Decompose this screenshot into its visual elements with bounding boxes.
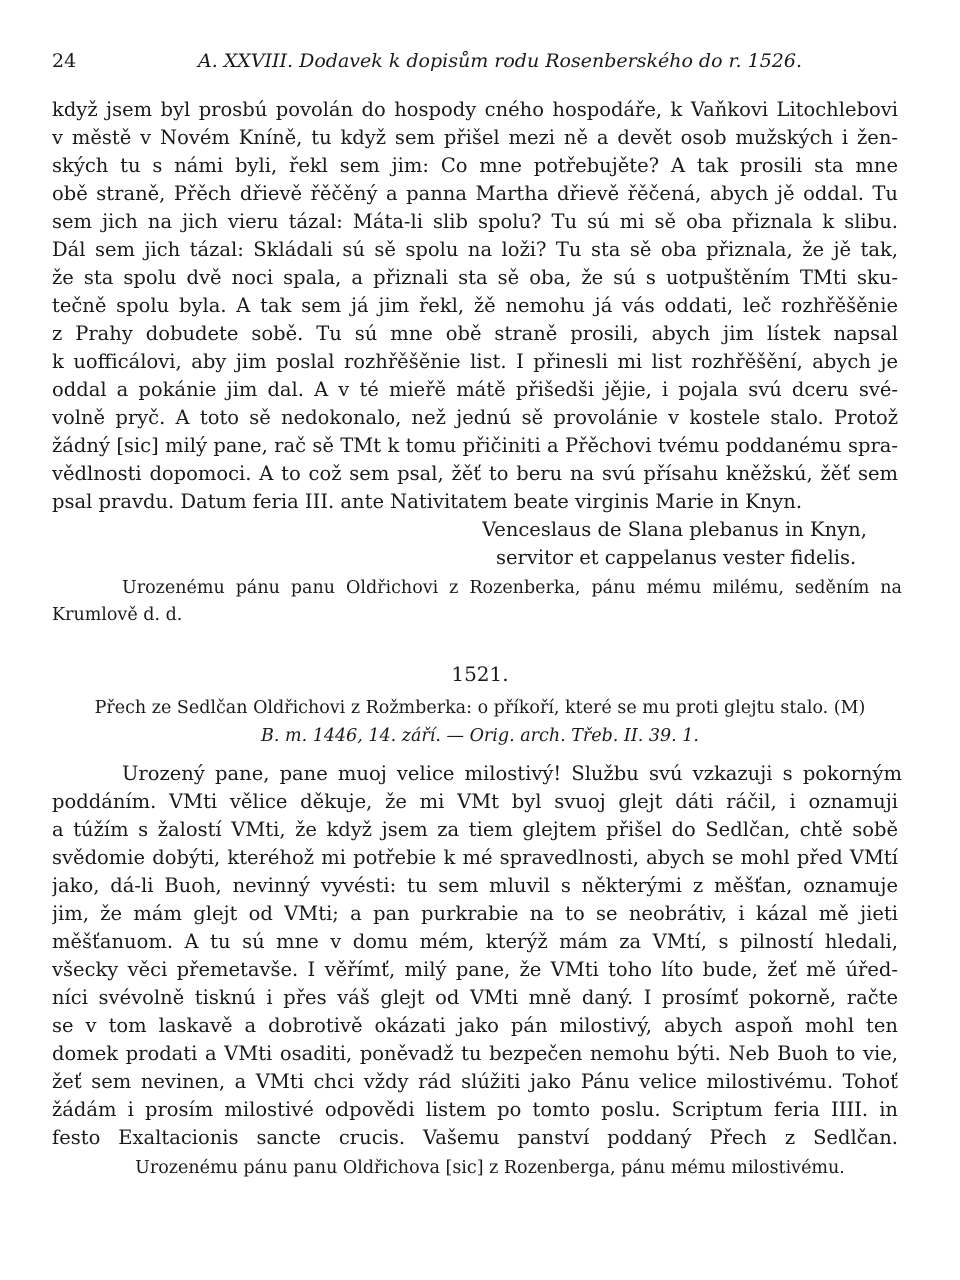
text-line: Dál sem jich tázal: Skládali sú sě spolu na loži? Tu sta sě oba přiznala, že jě tak, [52,238,898,261]
letter-heading: Přech ze Sedlčan Oldřichovi z Rožmberka: o příkoří, které se mu proti glejtu stalo. (M) [94,698,866,718]
text-line: a túžím s žalostí VMti, že když jsem za tiem glejtem přišel do Sedlčan, chtě sobě [52,818,898,841]
text-line: sem jich na jich vieru tázal: Máta-li slib spolu? Tu sú mi sě oba přiznala k slibu. [52,210,898,233]
text-line: oddal a pokánie jim dal. A v té mieřě mátě přišedši jějie, i pojala svú dceru své- [52,378,898,401]
address-line: Krumlově d. d. [52,605,183,625]
page-header [52,50,908,80]
text-line: volně pryč. A toto sě nedokonalo, než jednú sě provolánie v kostele stalo. Protož [52,406,898,429]
text-line: v městě v Novém Kníně, tu když sem přišel mezi ně a devět osob mužských i žen- [52,126,898,149]
text-line: Urozený pane, pane muoj velice milostivý! Službu svú vzkazuji s pokorným [122,762,902,785]
text-line: žádný [sic] milý pane, rač sě TMt k tomu přičiniti a Přěchovi tvému poddanému spra- [52,434,898,457]
text-line: k uofficálovi, aby jim poslal rozhřěšěnie list. I přinesli mi list rozhřěšění, abych je [52,350,898,373]
page-number: 24 [52,50,77,72]
signature-line: Venceslaus de Slana plebanus in Knyn, [482,518,867,541]
text-line: obě straně, Přěch dřievě řěčěný a panna Martha dřievě řěčená, abych jě oddal. Tu [52,182,898,205]
text-line: měšťanuom. A tu sú mne v domu mém, kterýž mám za VMtí, s pilností hledali, [52,930,898,953]
address-line: Urozenému pánu panu Oldřichovi z Rozenberka, pánu mému milému, seděním na [122,578,902,598]
letter-year: 1521. [451,662,509,686]
text-line: žádám i prosím milostivé odpovědi listem po tomto poslu. Scriptum feria IIII. in [52,1098,898,1121]
text-line: poddáním. VMti vělice děkuje, že mi VMt byl svuoj glejt dáti ráčil, i oznamuji [52,790,898,813]
text-line: jako, dá-li Buoh, nevinný vyvésti: tu sem mluvil s některými z měšťan, oznamuje [52,874,898,897]
text-line: vědlnosti dopomoci. A to což sem psal, žěť to beru na svú přísahu kněžskú, žěť sem [52,462,898,485]
running-title: A. XXVIII. Dodavek k dopisům rodu Rosenberského do r. 1526. [197,50,803,72]
text-line: svědomie dobýti, kteréhož mi potřebie k mé spravedlnosti, abych se mohl před VMtí [52,846,898,869]
text-line: psal pravdu. Datum feria III. ante Nativitatem beate virginis Marie in Knyn. [52,490,803,513]
letter2-address: Urozenému pánu panu Oldřichova [sic] z Rozenberga, pánu mému milostivému. [135,1158,845,1178]
text-line: že sta spolu dvě noci spala, a přiznali sta sě oba, že sú s uotpuštěním TMti sku- [52,266,898,289]
text-line: ských tu s námi byli, řekl sem jim: Co mne potřebujěte? A tak prosili sta mne [52,154,898,177]
text-line: se v tom laskavě a dobrotivě okázati jako pán milostivý, abych aspoň mohl ten [52,1014,898,1037]
text-line: domek prodati a VMti osaditi, poněvadž tu bezpečen nemohu býti. Neb Buoh to vie, [52,1042,898,1065]
text-line: festo Exaltacionis sancte crucis. Vašemu panství poddaný Přech z Sedlčan. [52,1126,898,1149]
signature-line: servitor et cappelanus vester fidelis. [496,546,857,569]
text-line: když jsem byl prosbú povolán do hospody cného hospodáře, k Vaňkovi Litochlebovi [52,98,898,121]
text-line: všecky věci přemetavše. I věřímť, milý pane, že VMti toho líto bude, žeť mě úřed- [52,958,898,981]
text-line: níci svévolně tisknú i přes váš glejt od VMti mně daný. I prosímť pokorně, račte [52,986,898,1009]
text-line: z Prahy dobudete sobě. Tu sú mne obě straně prosili, abych jim lístek napsal [52,322,898,345]
text-line: jim, že mám glejt od VMti; a pan purkrabie na to se neobrátiv, i kázal mě jieti [52,902,898,925]
text-line: žeť sem nevinen, a VMti chci vždy rád slúžiti jako Pánu velice milostivému. Tohoť [52,1070,898,1093]
letter-source: B. m. 1446, 14. září. — Orig. arch. Třeb. II. 39. 1. [261,726,699,746]
text-line: tečně spolu byla. A tak sem já jim řekl, žě nemohu já vás oddati, leč rozhřěšěnie [52,294,898,317]
